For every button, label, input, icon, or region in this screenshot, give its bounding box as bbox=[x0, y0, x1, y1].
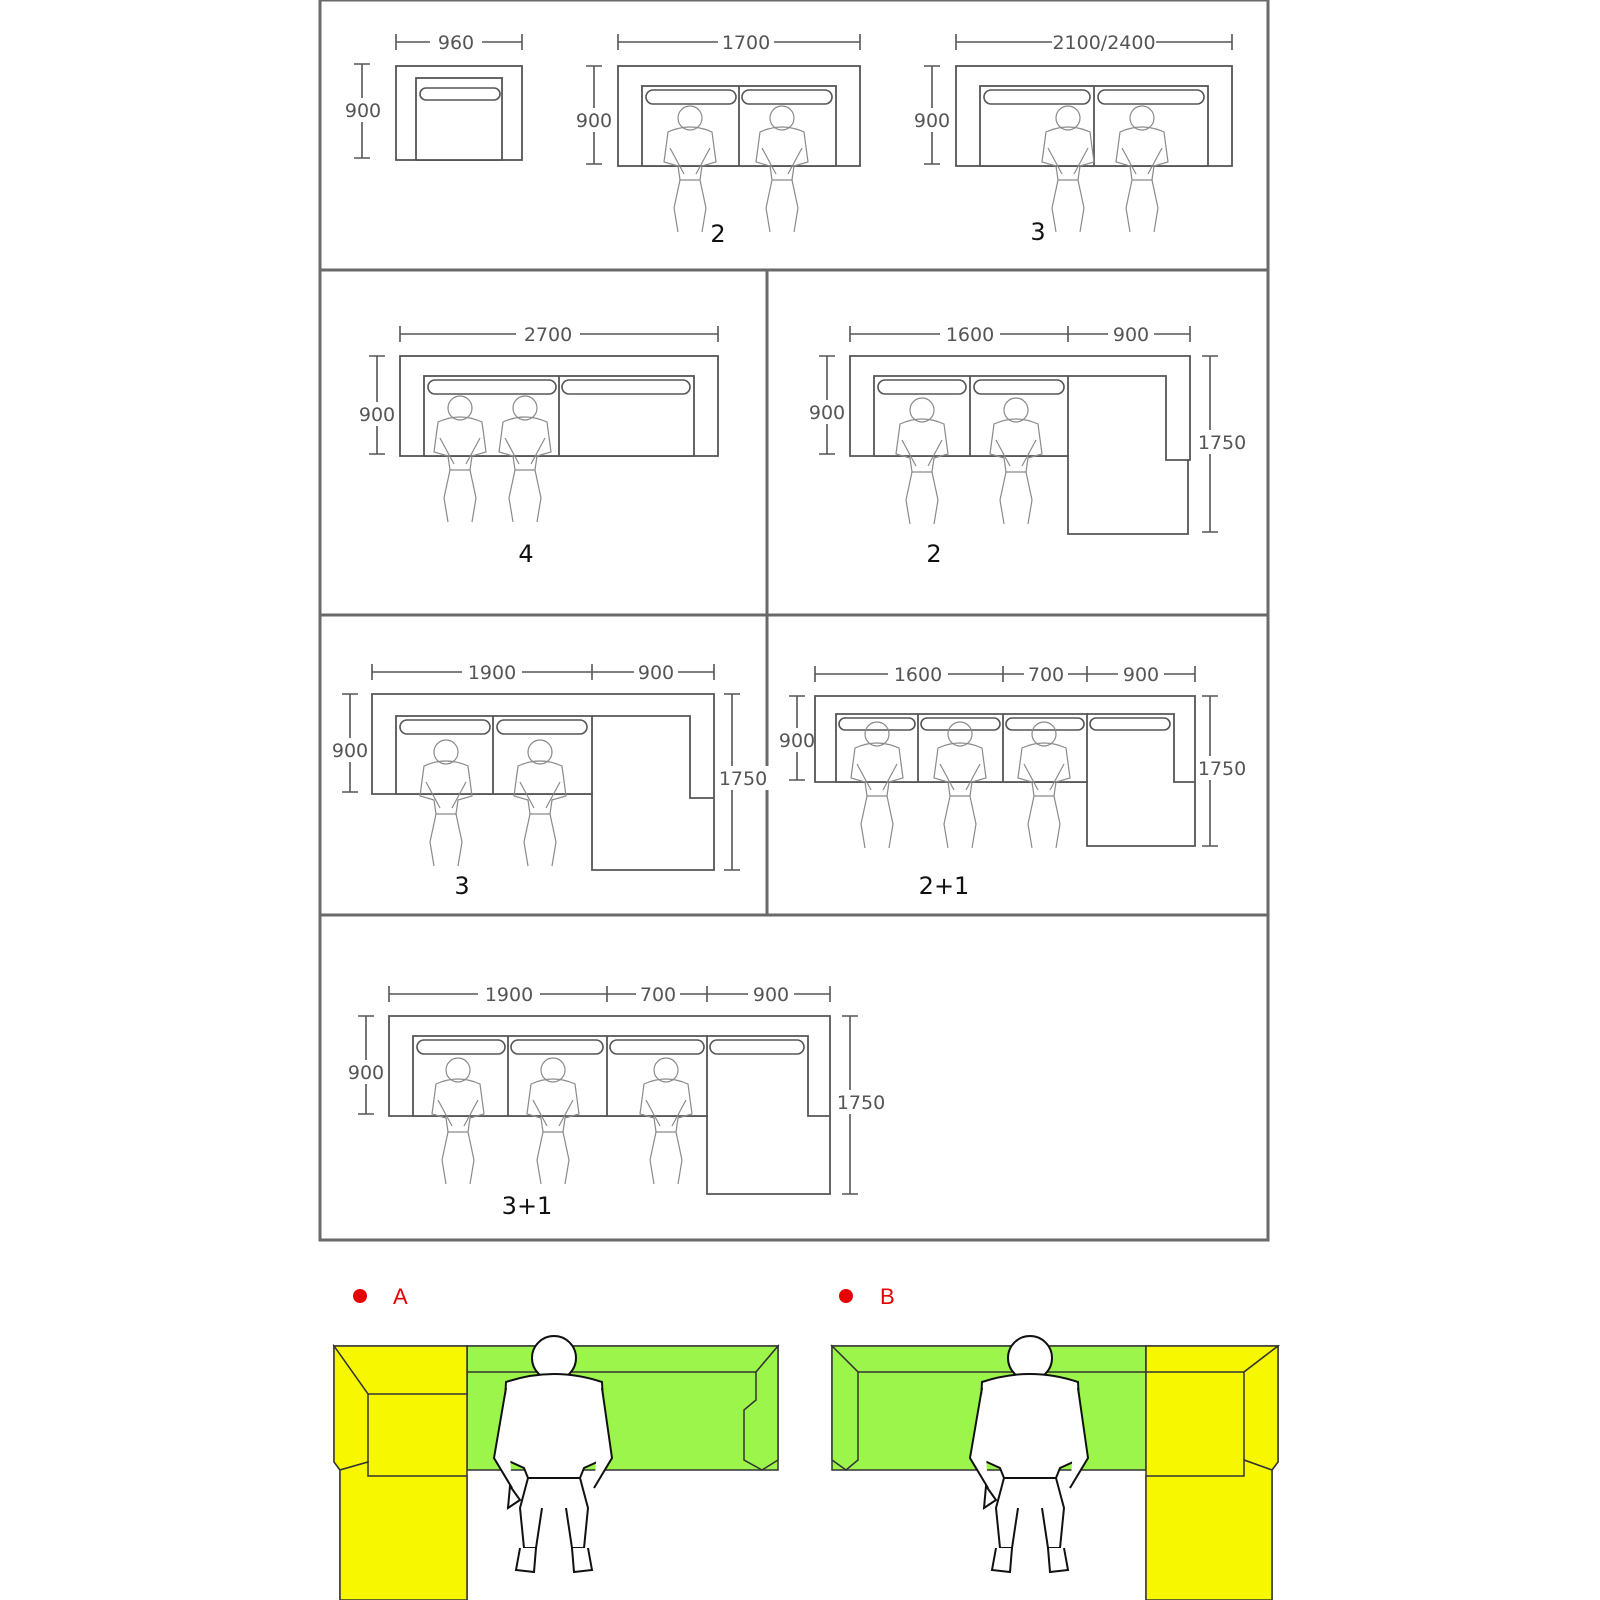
option-a-label: A bbox=[393, 1284, 408, 1309]
sofa-4-seat bbox=[358, 322, 718, 568]
dim-width-label: 1700 bbox=[721, 32, 771, 54]
dim-width-label: 1600 bbox=[893, 664, 943, 686]
dim-depth-label: 900 bbox=[808, 402, 846, 424]
dim-depth-label: 900 bbox=[344, 100, 382, 122]
dim-width-label: 1900 bbox=[484, 984, 534, 1006]
dim-chaise-length-label: 1750 bbox=[836, 1092, 886, 1114]
dim-width-label: 960 bbox=[437, 32, 475, 54]
option-b-sofa bbox=[832, 1336, 1278, 1600]
sofa-2plus1-chaise bbox=[778, 662, 1250, 900]
sofa-3plus1-chaise bbox=[346, 982, 888, 1220]
sofa-3-seat-chaise bbox=[330, 660, 770, 900]
sofa-2-seat bbox=[576, 30, 860, 248]
seat-count-label: 4 bbox=[518, 540, 534, 568]
seat-count-label: 3 bbox=[1030, 218, 1046, 246]
sofa-3-seat bbox=[914, 30, 1232, 246]
seat-count-label: 2+1 bbox=[918, 872, 970, 900]
dim-width-label: 1600 bbox=[945, 324, 995, 346]
dim-chaise-width-label: 900 bbox=[752, 984, 790, 1006]
sofa-single bbox=[345, 30, 522, 160]
dim-middle-width-label: 700 bbox=[1027, 664, 1065, 686]
dim-chaise-length-label: 1750 bbox=[1197, 758, 1247, 780]
option-a-sofa bbox=[334, 1336, 778, 1600]
dim-depth-label: 900 bbox=[358, 404, 396, 426]
dim-depth-label: 900 bbox=[347, 1062, 385, 1084]
option-b-marker bbox=[839, 1284, 895, 1309]
dim-width-label: 1900 bbox=[467, 662, 517, 684]
dim-middle-width-label: 700 bbox=[639, 984, 677, 1006]
sofa-2-seat-chaise bbox=[808, 322, 1250, 568]
dim-chaise-width-label: 900 bbox=[1122, 664, 1160, 686]
dim-depth-label: 900 bbox=[575, 110, 613, 132]
dim-chaise-width-label: 900 bbox=[1112, 324, 1150, 346]
dim-depth-label: 900 bbox=[913, 110, 951, 132]
dim-chaise-length-label: 1750 bbox=[1197, 432, 1247, 454]
dim-width-label: 2700 bbox=[523, 324, 573, 346]
seat-count-label: 2 bbox=[926, 540, 942, 568]
dim-depth-label: 900 bbox=[778, 730, 816, 752]
seat-count-label: 3 bbox=[454, 872, 470, 900]
dim-chaise-width-label: 900 bbox=[637, 662, 675, 684]
dim-width-label: 2100/2400 bbox=[1052, 32, 1156, 54]
dim-chaise-length-label: 1750 bbox=[718, 768, 768, 790]
dim-depth-label: 900 bbox=[331, 740, 369, 762]
seat-count-label: 2 bbox=[710, 220, 726, 248]
option-a-marker bbox=[353, 1284, 408, 1309]
seat-count-label: 3+1 bbox=[501, 1192, 553, 1220]
option-b-label: B bbox=[880, 1284, 895, 1309]
